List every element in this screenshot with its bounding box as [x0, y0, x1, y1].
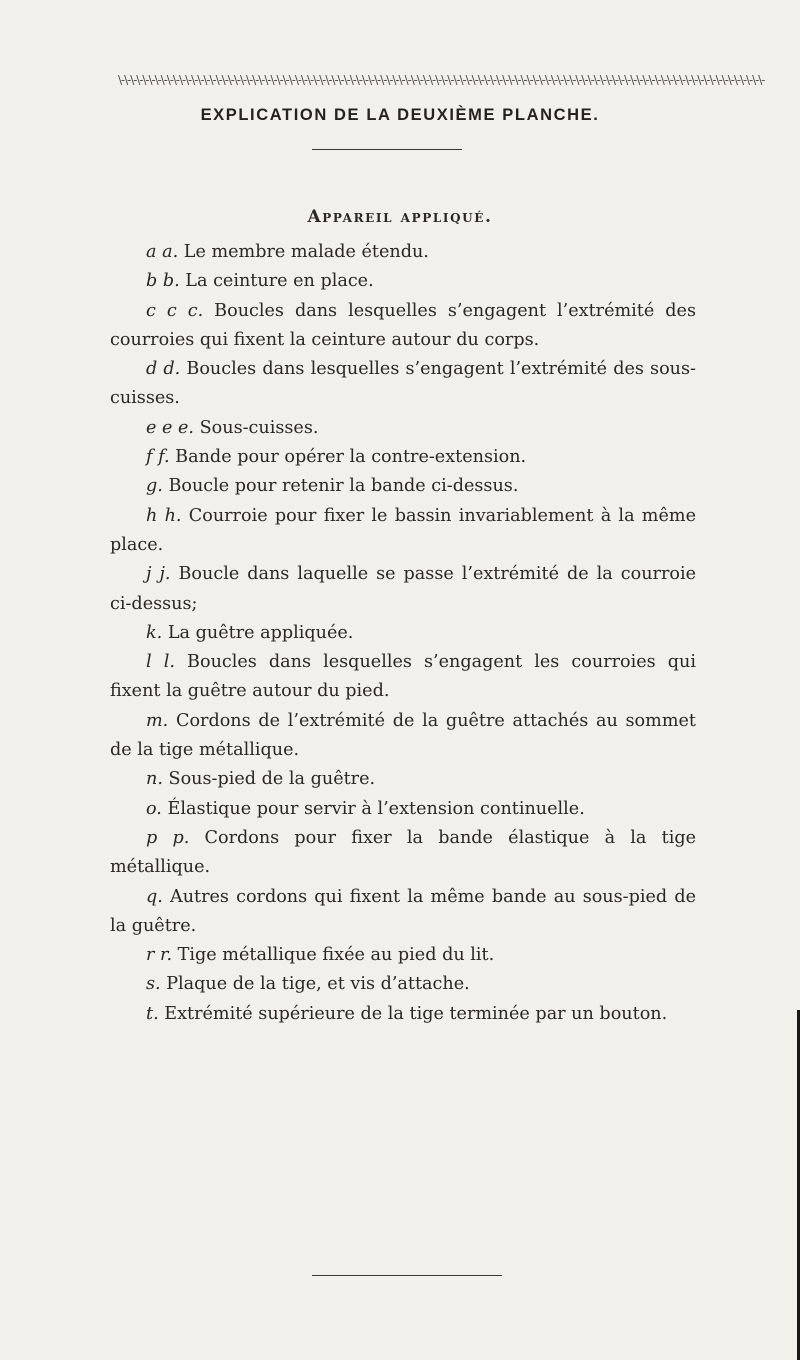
legend-entry-k	[110, 619, 696, 648]
legend-entry-a	[110, 238, 696, 267]
legend-key: f f.	[146, 447, 170, 468]
legend-key: q.	[146, 886, 163, 907]
legend-text: Cordons pour fixer la bande élastique à la tige métallique.	[110, 827, 696, 878]
closing-rule	[312, 1275, 502, 1276]
legend-text: Boucle dans laquelle se passe l’extrémité de la courroie ci-dessus;	[110, 564, 696, 614]
legend-entry-d	[110, 355, 696, 414]
legend-key: b b.	[146, 271, 180, 292]
legend-entry-l	[110, 648, 696, 707]
page-title: EXPLICATION DE LA DEUXIÈME PLANCHE.	[200, 106, 600, 124]
legend-key: l l.	[146, 652, 175, 673]
legend-key: j j.	[146, 564, 171, 585]
legend-text: Bande pour opérer la contre-extension.	[169, 447, 527, 468]
legend-text: Plaque de la tige, et vis d’attache.	[160, 974, 470, 995]
legend-key: t.	[146, 1003, 159, 1024]
legend-text: La guêtre appliquée.	[162, 622, 354, 643]
legend-entry-n	[110, 765, 696, 794]
legend-entry-c	[110, 297, 696, 356]
legend-text: Extrémité supérieure de la tige terminée par un bouton.	[158, 1003, 668, 1024]
legend-key: g.	[146, 476, 163, 497]
legend-text: Sous-pied de la guêtre.	[162, 769, 376, 790]
legend-entry-m	[110, 707, 696, 766]
section-title: Appareil appliqué.	[307, 207, 493, 227]
legend-entry-o	[110, 795, 696, 824]
legend-key: p p.	[146, 827, 190, 848]
legend-text: Autres cordons qui fixent la même bande au sous-pied de la guêtre.	[110, 886, 696, 936]
legend-text: Cordons de l’extrémité de la guêtre attachés au sommet de la tige métallique.	[110, 710, 696, 761]
legend-entry-t	[110, 1000, 696, 1029]
legend-text: Boucles dans lesquelles s’engagent l’extrémité des courroies qui fixent la ceinture autour du corps.	[110, 300, 696, 350]
legend-entry-g	[110, 472, 696, 501]
legend-key: a a.	[146, 242, 179, 262]
legend-entry-b	[110, 267, 696, 296]
legend-key: c c c.	[146, 300, 204, 321]
legend-key: r r.	[146, 945, 173, 966]
legend-entry-h	[110, 502, 696, 561]
legend-key: d d.	[146, 359, 181, 380]
legend-key: n.	[146, 769, 163, 790]
legend-text: Boucles dans lesquelles s’engagent les courroies qui fixent la guêtre autour du pied.	[110, 652, 696, 702]
legend-entry-e	[110, 414, 696, 443]
legend-key: m.	[146, 710, 169, 731]
legend-entry-f	[110, 443, 696, 472]
legend-key: k.	[146, 622, 163, 643]
legend-entry-j	[110, 560, 696, 619]
legend-text: Boucles dans lesquelles s’engagent l’extrémité des sous-cuisses.	[110, 359, 696, 409]
legend-entry-s	[110, 970, 696, 999]
legend-text: Boucle pour retenir la bande ci-dessus.	[162, 476, 519, 497]
legend-text: Sous-cuisses.	[194, 417, 319, 438]
legend-key: o.	[146, 798, 162, 819]
legend-text: Le membre malade étendu.	[178, 242, 429, 262]
legend-text: Tige métallique fixée au pied du lit.	[172, 945, 495, 966]
title-rule	[312, 149, 462, 150]
legend-list	[110, 238, 696, 1029]
legend-entry-p	[110, 824, 696, 883]
header-ornament: \-\-\-\-\-\-\-\-\-\-\-\-\-\-\-\-\-\-\-\-\-\-\-\-\-\-\-\-\-\-\-\-\-\-\-\-\-\-\-\-\-\-\-\-\-\-\-\-\-\-\-\-\-\-\-\-\-\-\-\-\-\-\-\-\-\-\-\-\-\-\-\-\-\-\-\-\-\-\-\-\-\-\-\-\-\-\-\-\-\-\-\-\-\-\-\-\-\-\-\-\-\-\-\-\-\-	[118, 73, 765, 87]
legend-entry-q	[110, 883, 696, 942]
legend-key: h h.	[146, 505, 182, 526]
legend-text: La ceinture en place.	[179, 271, 374, 292]
legend-key: s.	[146, 974, 161, 995]
legend-key: e e e.	[146, 417, 195, 438]
legend-entry-r	[110, 941, 696, 970]
legend-text: Courroie pour fixer le bassin invariablement à la même place.	[110, 505, 696, 555]
legend-text: Élastique pour servir à l’extension continuelle.	[161, 798, 585, 819]
